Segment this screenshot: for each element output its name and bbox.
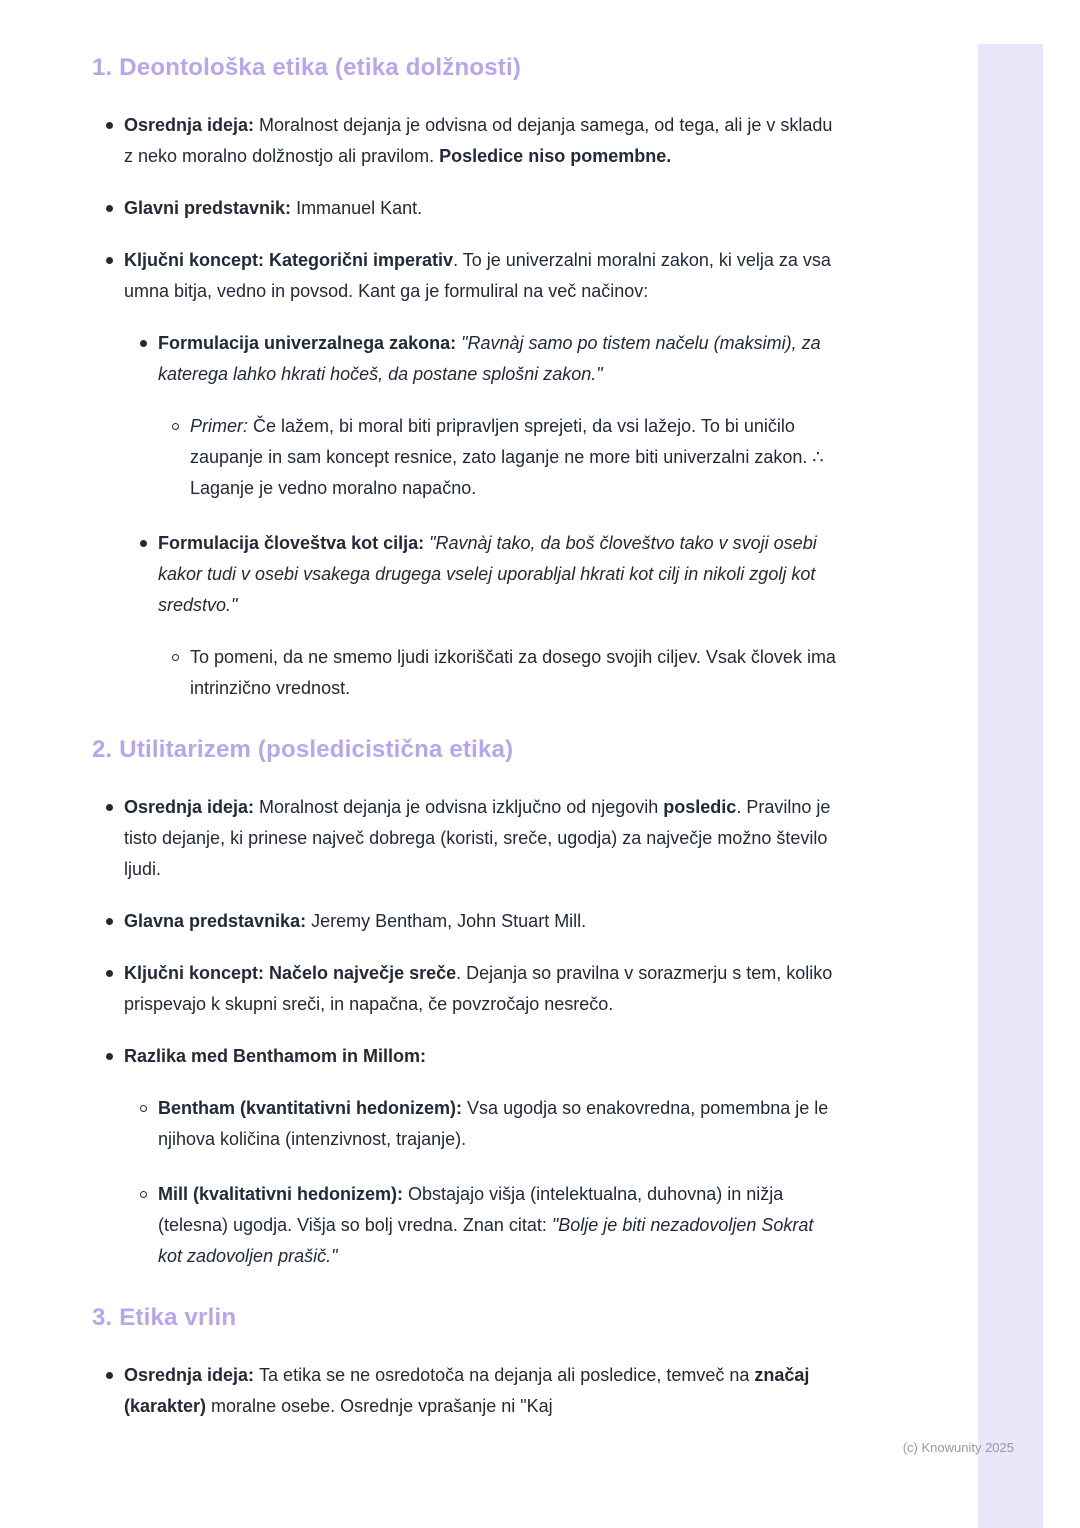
list-item-text: Primer: Če lažem, bi moral biti pripravljen sprejeti, da vsi lažejo. To bi uničilo zaupanje in sam koncept resnice, zato laganje ne more biti univerzalni zakon. ∴ Laganje je vedno moralno napačno. — [190, 416, 824, 498]
disc-bullet-icon — [140, 540, 147, 547]
section-heading: 1. Deontološka etika (etika dolžnosti) — [92, 54, 522, 81]
list-item — [92, 245, 840, 307]
list-item — [92, 411, 840, 504]
circle-bullet-icon — [140, 1191, 147, 1198]
list-item — [92, 1179, 840, 1272]
list-item-text: Formulacija človeštva kot cilja: "Ravnàj tako, da boš človeštvo tako v svoji osebi kakor tudi v osebi vsakega drugega vselej uporabljal hkrati kot cilj in nikoli zgolj kot sredstvo." — [158, 533, 817, 615]
list-item-text: Glavni predstavnik: Immanuel Kant. — [124, 198, 423, 218]
disc-bullet-icon — [106, 970, 113, 977]
circle-bullet-icon — [172, 423, 179, 430]
list-item-text: Ključni koncept: Načelo največje sreče. Dejanja so pravilna v sorazmerju s tem, koliko prispevajo k skupni sreči, in napačna, če povzročajo nesrečo. — [124, 963, 833, 1014]
list-item-text: Osrednja ideja: Moralnost dejanja je odvisna od dejanja samega, od tega, ali je v skladu z neko moralno dolžnostjo ali pravilom. Posledice niso pomembne. — [124, 115, 833, 166]
list-item-text: Mill (kvalitativni hedonizem): Obstajajo višja (intelektualna, duhovna) in nižja (telesna) ugodja. Višja so bolj vredna. Znan citat: "Bolje je biti nezadovoljen Sokrat kot zadovoljen prašič." — [158, 1184, 814, 1266]
watermark: (c) Knowunity 2025 — [902, 1440, 1014, 1455]
list-item-text: Bentham (kvantitativni hedonizem): Vsa ugodja so enakovredna, pomembna je le njihova količina (intenzivnost, trajanje). — [158, 1098, 829, 1149]
list-item — [92, 1360, 840, 1422]
list-item — [92, 958, 840, 1020]
list-item — [92, 642, 840, 704]
list-item-text: Razlika med Benthamom in Millom: — [124, 1046, 427, 1066]
section-heading: 3. Etika vrlin — [92, 1304, 237, 1331]
list-item-text: To pomeni, da ne smemo ljudi izkoriščati za dosego svojih ciljev. Vsak človek ima intrinzično vrednost. — [190, 647, 836, 698]
disc-bullet-icon — [106, 257, 113, 264]
disc-bullet-icon — [106, 1372, 113, 1379]
disc-bullet-icon — [106, 205, 113, 212]
disc-bullet-icon — [106, 122, 113, 129]
list-item — [92, 110, 840, 172]
list-item-text: Osrednja ideja: Moralnost dejanja je odvisna izključno od njegovih posledic. Pravilno je tisto dejanje, ki prinese največ dobrega (koristi, sreče, ugodja) za največje možno število ljudi. — [124, 797, 831, 879]
side-strip — [978, 44, 1043, 1528]
list-item — [92, 1041, 840, 1072]
list-item-text: Ključni koncept: Kategorični imperativ. To je univerzalni moralni zakon, ki velja za vsa umna bitja, vedno in povsod. Kant ga je formuliral na več načinov: — [124, 250, 831, 301]
disc-bullet-icon — [106, 804, 113, 811]
list-item-text: Formulacija univerzalnega zakona: "Ravnàj samo po tistem načelu (maksimi), za katerega lahko hkrati hočeš, da postane splošni zakon." — [158, 333, 821, 384]
list-item — [92, 328, 840, 390]
list-item — [92, 1093, 840, 1155]
circle-bullet-icon — [140, 1105, 147, 1112]
disc-bullet-icon — [106, 1053, 113, 1060]
disc-bullet-icon — [106, 918, 113, 925]
section-heading: 2. Utilitarizem (posledicistična etika) — [92, 736, 514, 763]
list-item — [92, 906, 840, 937]
disc-bullet-icon — [140, 340, 147, 347]
list-item — [92, 193, 840, 224]
list-item — [92, 792, 840, 885]
list-item — [92, 528, 840, 621]
list-item-text: Glavna predstavnika: Jeremy Bentham, John Stuart Mill. — [124, 911, 587, 931]
list-item-text: Osrednja ideja: Ta etika se ne osredotoča na dejanja ali posledice, temveč na značaj (karakter) moralne osebe. Osrednje vprašanje ni "Kaj — [124, 1365, 810, 1416]
circle-bullet-icon — [172, 654, 179, 661]
